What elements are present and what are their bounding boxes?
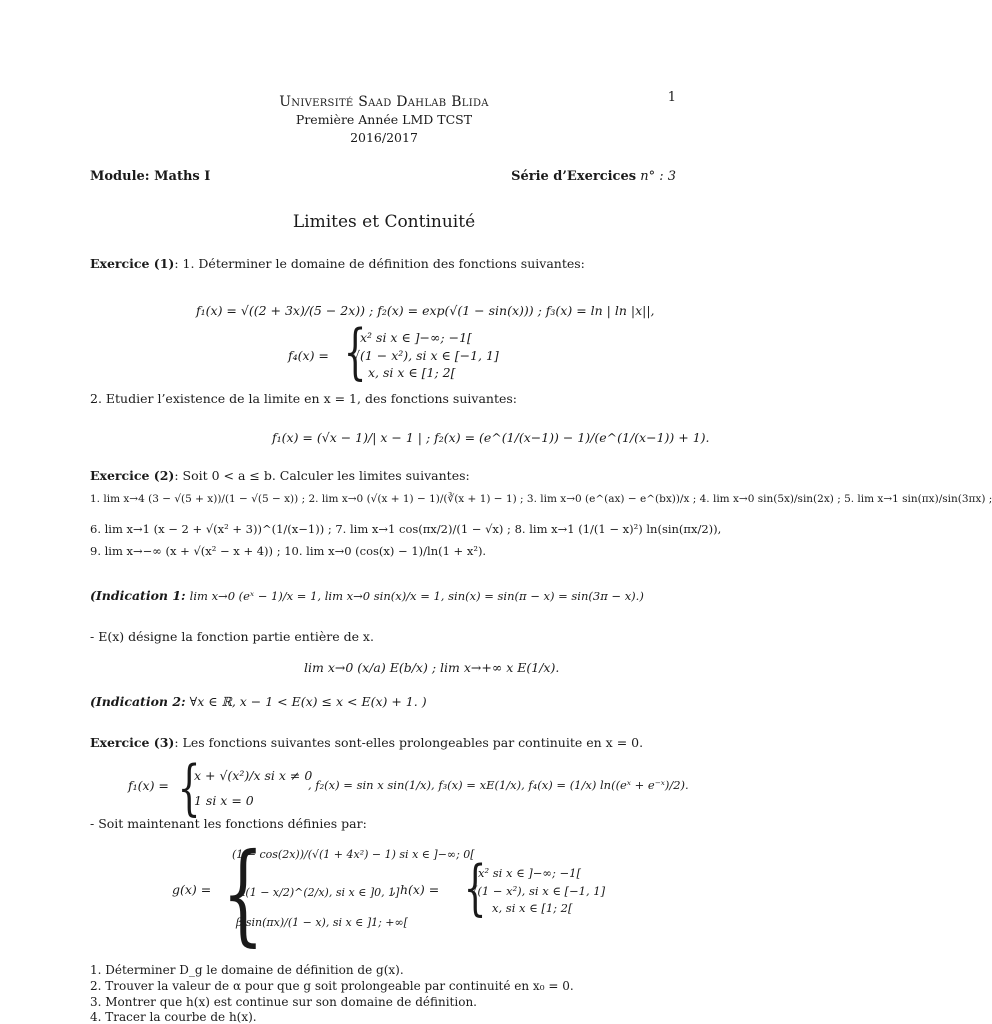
university-name: Université Saad Dahlab Blida [279,94,489,110]
ex3-soit: - Soit maintenant les fonctions définies par: [90,816,367,831]
ex1-function-line: f₁(x) = √((2 + 3x)/(5 − 2x)) ; f₂(x) = exp(√(1 − sin(x))) ; f₃(x) = ln | ln |x||, [196,303,655,318]
serie-title: Série d’Exercices [511,169,637,184]
ex3-heading: Exercice (3) [90,735,175,750]
partie-entiere-limits: lim x→0 (x/a) E(b/x) ; lim x→+∞ x E(1/x). [304,660,560,675]
indication-1-label: (Indication 1: [90,588,186,603]
ex3-intro-text: : Les fonctions suivantes sont-elles prolongeables par continuite en x = 0. [174,735,644,750]
h-case3: x, si x ∈ [1; 2[ [492,901,573,915]
ex1-f4-label: f₄(x) = [288,348,329,363]
ex1-f4-case3: x, si x ∈ [1; 2[ [368,365,456,380]
ex1-f4-case1: x² si x ∈ ]−∞; −1[ [360,330,472,345]
g-brace: { [222,829,264,957]
indication-2-text: ∀x ∈ ℝ, x − 1 < E(x) ≤ x < E(x) + 1. ) [189,694,427,709]
ex3-f1-case1: x + √(x²)/x si x ≠ 0 [194,768,313,783]
ex2-intro-text: : Soit 0 < a ≤ b. Calculer les limites suivantes: [174,468,470,483]
ex1-f4-case2: √(1 − x²), si x ∈ [−1, 1] [352,348,499,363]
ex2-limits-line2: 6. lim x→1 (x − 2 + √(x² + 3))^(1/(x−1)) ; 7. lim x→1 cos(πx/2)/(1 − √x) ; 8. lim x→1 (1/(1 − x)²) ln(sin(πx/2)), [90,522,722,536]
ex3-other-functions: , f₂(x) = sin x sin(1/x), f₃(x) = xE(1/x), f₄(x) = (1/x) ln((eˣ + e⁻ˣ)/2). [308,778,689,792]
module-label: Module: Maths I [90,169,211,184]
page-number: 1 [667,90,676,105]
page-title: Limites et Continuité [292,212,476,232]
ex1-question1 [90,256,585,271]
g-case3: β sin(πx)/(1 − x), si x ∈ ]1; +∞[ [236,916,408,929]
ex3-f1-case2: 1 si x = 0 [194,793,254,808]
indication-1 [90,588,644,603]
ex1-limit-functions: f₁(x) = (√x − 1)/| x − 1 | ; f₂(x) = (e^(1/(x−1)) − 1)/(e^(1/(x−1)) + 1). [272,430,710,445]
ex3-intro [90,735,643,750]
ex2-intro [90,468,470,483]
h-label: , h(x) = [392,882,440,897]
h-case1: x² si x ∈ ]−∞; −1[ [478,866,581,880]
ex3-f1-label: f₁(x) = [128,778,169,793]
ex1-q1-text: : 1. Déterminer le domaine de définition des fonctions suivantes: [174,256,585,271]
g-case1: (1 − cos(2x))/(√(1 + 4x²) − 1) si x ∈ ]−∞; 0[ [232,848,475,861]
partie-entiere-definition: - E(x) désigne la fonction partie entière de x. [90,629,374,644]
h-case2: √(1 − x²), si x ∈ [−1, 1] [470,884,606,898]
serie-label [511,169,676,184]
indication-1-text: lim x→0 (eˣ − 1)/x = 1, lim x→0 sin(x)/x = 1, sin(x) = sin(π − x) = sin(3π − x).) [189,589,644,603]
ex1-f4-brace: { [343,317,367,387]
serie-number: n° : 3 [640,169,676,184]
ex3-item-3: 3. Montrer que h(x) est continue sur son domaine de définition. [90,995,477,1009]
indication-2 [90,694,427,709]
level-line: Première Année LMD TCST [295,112,473,127]
indication-2-label: (Indication 2: [90,694,186,709]
h-brace: { [463,853,487,923]
g-case2: α(1 − x/2)^(2/x), si x ∈ ]0, 1] [238,886,400,899]
g-label: g(x) = [172,882,212,897]
ex3-item-1: 1. Déterminer D_g le domaine de définition de g(x). [90,963,404,977]
ex3-item-2: 2. Trouver la valeur de α pour que g soit prolongeable par continuité en x₀ = 0. [90,979,574,993]
ex2-limits-line1: 1. lim x→4 (3 − √(5 + x))/(1 − √(5 − x)) ; 2. lim x→0 (√(x + 1) − 1)/(∛(x + 1) − 1) ; 3. lim x→0 (e^(ax) − e^(bx))/x ; 4. lim x→0 sin(5x)/sin(2x) ; 5. lim x→1 sin(πx)/sin(3πx) ; [90,493,992,505]
academic-year: 2016/2017 [350,130,418,145]
ex2-heading: Exercice (2) [90,468,175,483]
ex2-limits-line3: 9. lim x→−∞ (x + √(x² − x + 4)) ; 10. lim x→0 (cos(x) − 1)/ln(1 + x²). [90,544,487,558]
ex1-heading: Exercice (1) [90,256,175,271]
ex3-item-4: 4. Tracer la courbe de h(x). [90,1010,257,1024]
ex1-question2: 2. Etudier l’existence de la limite en x = 1, des fonctions suivantes: [90,391,517,406]
ex3-f1-brace: { [177,753,201,823]
